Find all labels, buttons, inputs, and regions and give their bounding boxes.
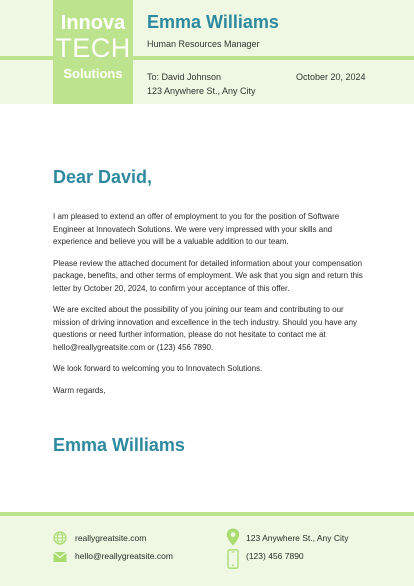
paragraph: Please review the attached document for detailed information about your compensation package, benefits, and other terms of employment. We ask that you sign and return this letter by October 20, 2024, to confirm your acceptance of this offer.: [53, 258, 363, 293]
globe-icon: [53, 531, 67, 545]
footer-band: [0, 512, 414, 586]
map-pin-icon: [226, 528, 240, 546]
logo-line-1: Innova: [60, 12, 126, 34]
sender-role: Human Resources Manager: [147, 39, 260, 49]
closing: Warm regards,: [53, 385, 106, 395]
recipient-name: To: David Johnson: [147, 72, 222, 82]
website-link[interactable]: reallygreatsite.com: [75, 533, 147, 543]
letter-body: [53, 211, 369, 397]
logo-line-2: TECH: [55, 33, 131, 63]
phone-icon: [227, 549, 239, 569]
greeting: Dear David,: [53, 167, 153, 187]
footer-address: 123 Anywhere St., Any City: [246, 533, 349, 543]
letter-date: October 20, 2024: [296, 72, 366, 82]
recipient-address: 123 Anywhere St., Any City: [147, 86, 256, 96]
paragraph: I am pleased to extend an offer of employment to you for the position of Software Engineer at Innovatech Solutions. We were very impressed with your skills and experience and believe you will be a valuable addition to our team.: [53, 212, 340, 246]
phone-link[interactable]: (123) 456 7890: [246, 551, 304, 561]
paragraph: We look forward to welcoming you to Innovatech Solutions.: [53, 364, 263, 373]
logo-line-3: Solutions: [63, 66, 123, 81]
envelope-icon: [53, 551, 67, 563]
paragraph: We are excited about the possibility of you joining our team and contributing to our mission of driving innovation and excellence in the tech industry. Should you have any questions or need further information, please do not hesitate to contact me at hello@reallygreatsite.com or (123) 456 7890.: [53, 305, 358, 352]
sender-name: Emma Williams: [147, 12, 279, 32]
signature: Emma Williams: [53, 435, 185, 455]
company-logo: [53, 0, 133, 104]
email-link[interactable]: hello@reallygreatsite.com: [75, 551, 173, 561]
footer-divider: [0, 512, 414, 516]
